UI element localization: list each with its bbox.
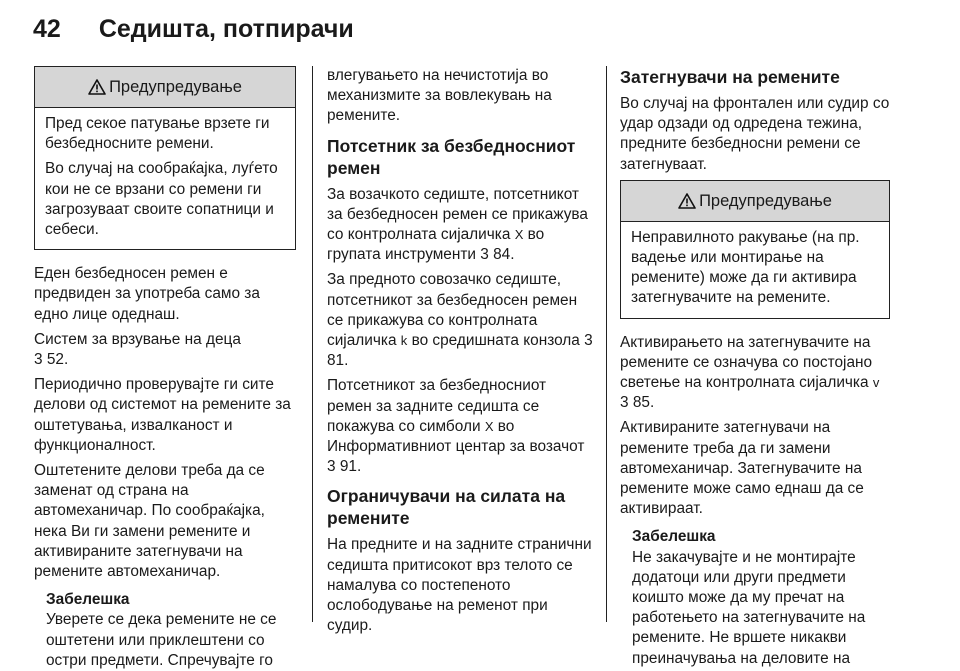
warning-body	[621, 222, 889, 318]
column-divider-left	[312, 66, 313, 622]
page-header	[33, 14, 354, 44]
column-divider-right	[606, 66, 607, 622]
note-block	[46, 590, 296, 671]
seatbelt-reminder-icon: X	[514, 227, 524, 243]
body-paragraph: Еден безбедносен ремен е предвиден за употреба само за едно лице одеднаш.	[34, 265, 260, 323]
body-paragraph	[327, 270, 595, 371]
warning-title: Предупредување	[109, 77, 242, 96]
airbag-tensioner-icon: v	[872, 375, 880, 391]
body-paragraph	[620, 333, 890, 414]
column-middle	[327, 66, 595, 641]
column-left	[34, 66, 296, 671]
column-right	[620, 66, 890, 669]
page-number: 42	[33, 15, 61, 43]
body-paragraph: Оштетените делови треба да се заменат од страна на автомеханичар. По сообраќајка, нека Ви ги замени ремените и активираните затегнувачи на ремените автомеханичар.	[34, 462, 265, 581]
text-span: За предното совозачко седиште, потсетникот за безбедносен ремен се прикажува со контролната сијаличка	[327, 271, 578, 350]
body-paragraph	[327, 185, 595, 266]
warning-triangle-icon	[88, 79, 106, 95]
body-paragraph: Во случај на фронтален или судир со удар одзади од одредена тежина, предните безбедносни ремени се затегнуваат.	[620, 95, 890, 173]
text-span: во Информативниот центар за возачот	[327, 417, 585, 456]
note-title: Забелешка	[46, 591, 130, 609]
section-heading: Потсетник за безбедносниот ремен	[327, 135, 576, 178]
page-reference-link[interactable]: 3 85.	[620, 394, 655, 412]
warning-body	[35, 108, 295, 249]
page-reference-link[interactable]: 3 91.	[327, 458, 362, 476]
section-heading: Ограничувачи на силата на ремените	[327, 486, 566, 529]
note-text: Уверете се дека ремените не се оштетени или приклештени со остри предмети. Спречувајте го	[46, 611, 277, 669]
note-text: Не закачувајте и не монтирајте додатоци или други предмети коишто може да му пречат на работењето на затегнувачите на ремените. Не вршете никакви преиначувања на деловите на	[632, 548, 866, 667]
warning-header	[35, 67, 295, 108]
body-paragraph	[327, 376, 595, 477]
page-reference-link[interactable]: 3 84.	[480, 246, 515, 264]
warning-header	[621, 181, 889, 222]
warning-box	[620, 180, 890, 319]
page-reference-link[interactable]: 3 52.	[34, 351, 69, 369]
child-restraint-text: Систем за врзување на деца	[34, 330, 241, 348]
warning-title: Предупредување	[699, 191, 832, 210]
passenger-seatbelt-icon: k	[400, 333, 408, 349]
body-paragraph	[34, 330, 296, 370]
body-paragraph: Активираните затегнувачи на ремените треба да ги замени автомеханичар. Затегнувачите на ремените може само еднаш да се активираат.	[620, 419, 864, 518]
rear-seatbelt-icon: X	[484, 418, 494, 434]
warning-box	[34, 66, 296, 250]
page-reference-link[interactable]: 3 81.	[327, 332, 593, 370]
warning-triangle-icon	[678, 193, 696, 209]
body-paragraph: Периодично проверувајте ги сите делови од системот на ремените за оштетувања, извалканост и функционалност.	[34, 376, 291, 454]
text-span: Активирањето на затегнувачите на ремените се означува со постојано светење на контролната сијаличка	[620, 333, 873, 392]
warning-text: Пред секое патување врзете ги безбедносните ремени.	[45, 115, 270, 153]
body-paragraph: На предните и на задните странични седишта притисокот врз телото се намалува со постепеното ослободување на ременот при судир.	[327, 536, 592, 635]
page-title: Седишта, потпирачи	[98, 15, 354, 43]
text-span: во средишната конзола	[411, 332, 580, 350]
warning-text: Во случај на сообраќајка, луѓето кои не се врзани со ремени ги загрозуваат своите сопатници и себеси.	[45, 160, 278, 239]
text-span: Потсетникот за безбедносниот ремен за задните седишта се покажува со симболи	[327, 377, 547, 435]
note-title: Забелешка	[632, 528, 716, 546]
text-span: во групата инструменти	[327, 226, 545, 264]
text-span: За возачкото седиште, потсетникот за безбедносен ремен се прикажува со контролната сијаличка	[327, 185, 588, 244]
section-heading: Затегнувачи на ремените	[620, 67, 840, 87]
note-block	[632, 527, 890, 668]
body-paragraph: влегувањето на нечистотија во механизмите за вовлекувањ на ремените.	[327, 67, 552, 125]
warning-text: Неправилното ракување (на пр. вадење или монтирање на ремените) може да ги активира затегнувачите на ремените.	[631, 228, 860, 307]
